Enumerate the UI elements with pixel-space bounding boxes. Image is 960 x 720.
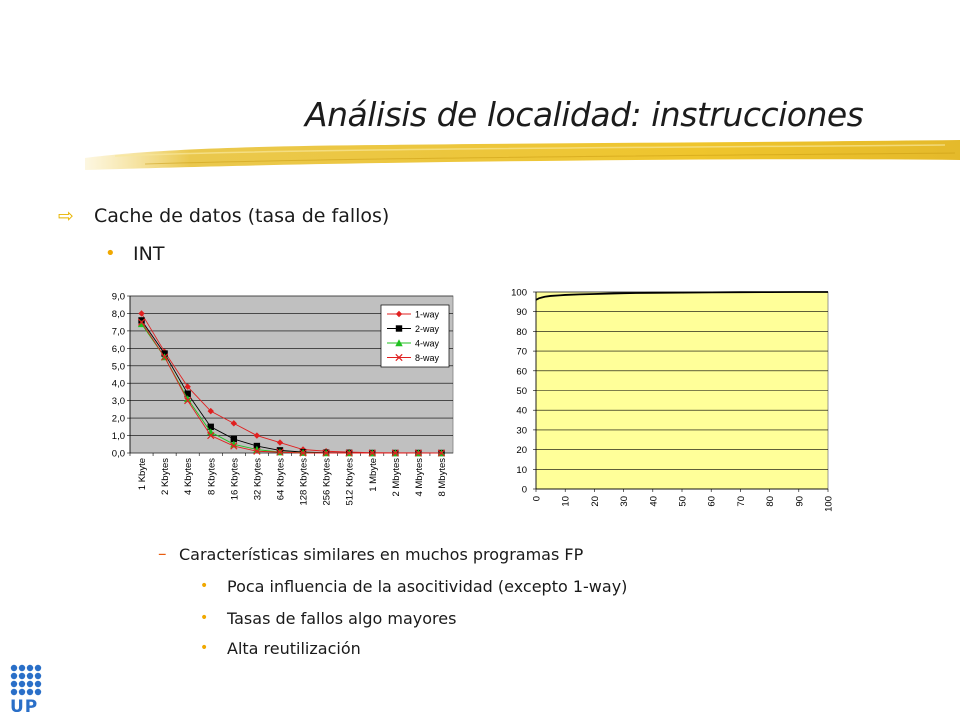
- x-tick-label: 10: [560, 496, 572, 507]
- bullet-dot-icon: •: [200, 640, 209, 656]
- x-tick-label: 1 Mbyte: [367, 458, 379, 492]
- hollow-arrow-icon: ⇨: [58, 205, 74, 227]
- x-tick-label: 1 Kbyte: [137, 458, 149, 491]
- x-tick-label: 4 Mbytes: [413, 458, 425, 497]
- y-tick-label: 20: [516, 445, 527, 457]
- x-tick-label: 20: [589, 496, 601, 507]
- x-tick-label: 70: [735, 496, 747, 507]
- y-tick-label: 70: [516, 346, 527, 358]
- bullet-main-text: Cache de datos (tasa de fallos): [94, 205, 390, 227]
- x-tick-label: 8 Mbytes: [436, 458, 448, 497]
- y-tick-label: 7,0: [111, 326, 125, 338]
- bullet-dot-icon: •: [105, 243, 116, 264]
- x-tick-label: 40: [648, 496, 660, 507]
- x-tick-label: 2 Kbytes: [160, 458, 172, 495]
- miss-rate-chart: [100, 283, 465, 523]
- y-tick-label: 40: [516, 405, 527, 417]
- x-tick-label: 30: [619, 496, 631, 507]
- x-tick-label: 80: [765, 496, 777, 507]
- x-tick-label: 2 Mbytes: [390, 458, 402, 497]
- bullet-sub-text: INT: [133, 243, 165, 265]
- x-tick-label: 32 Kbytes: [252, 458, 264, 501]
- bullet-dot-icon: •: [200, 610, 209, 626]
- y-tick-label: 60: [516, 366, 527, 378]
- y-tick-label: 50: [516, 386, 527, 397]
- y-tick-label: 0: [521, 484, 527, 496]
- legend-label: 4-way: [415, 338, 440, 349]
- y-tick-label: 10: [516, 464, 527, 476]
- logo-text: UP: [10, 697, 39, 717]
- x-tick-label: 0: [531, 496, 543, 502]
- y-tick-label: 2,0: [111, 413, 125, 425]
- x-tick-label: 4 Kbytes: [183, 458, 195, 495]
- dash-bullet-icon: –: [158, 544, 167, 564]
- slide-title: Análisis de localidad: instrucciones: [305, 95, 864, 134]
- legend-label: 8-way: [415, 353, 440, 363]
- x-tick-label: 64 Kbytes: [275, 458, 287, 501]
- y-tick-label: 30: [516, 425, 527, 437]
- y-tick-label: 9,0: [111, 291, 125, 303]
- y-tick-label: 8,0: [111, 308, 125, 320]
- x-tick-label: 60: [706, 496, 718, 507]
- legend-label: 1-way: [415, 309, 440, 320]
- sub-item-text: Poca influencia de la asocitividad (excepto 1-way): [227, 577, 628, 596]
- y-tick-label: 100: [511, 287, 527, 299]
- x-tick-label: 128 Kbytes: [298, 458, 310, 506]
- y-tick-label: 90: [516, 307, 527, 319]
- y-tick-label: 0,0: [111, 448, 125, 460]
- x-tick-label: 16 Kbytes: [229, 458, 241, 501]
- legend: [381, 305, 449, 367]
- sub-item-text: Tasas de fallos algo mayores: [227, 609, 457, 628]
- x-tick-label: 256 Kbytes: [321, 458, 333, 506]
- y-tick-label: 1,0: [111, 431, 125, 443]
- data-point: [396, 325, 402, 331]
- x-tick-label: 512 Kbytes: [344, 458, 356, 506]
- y-tick-label: 4,0: [111, 378, 125, 390]
- x-tick-label: 100: [823, 496, 835, 512]
- reuse-chart: [498, 280, 843, 515]
- dash-item-text: Características similares en muchos programas FP: [179, 545, 584, 564]
- y-tick-label: 6,0: [111, 343, 125, 355]
- x-tick-label: 90: [794, 496, 806, 507]
- x-tick-label: 8 Kbytes: [206, 458, 218, 495]
- y-tick-label: 5,0: [111, 361, 125, 373]
- title-underline-brush: [85, 136, 960, 176]
- bullet-dot-icon: •: [200, 578, 209, 594]
- legend-label: 2-way: [415, 324, 440, 334]
- y-tick-label: 80: [516, 326, 527, 338]
- y-tick-label: 3,0: [111, 396, 125, 408]
- x-tick-label: 50: [677, 496, 689, 507]
- sub-item-text: Alta reutilización: [227, 639, 361, 658]
